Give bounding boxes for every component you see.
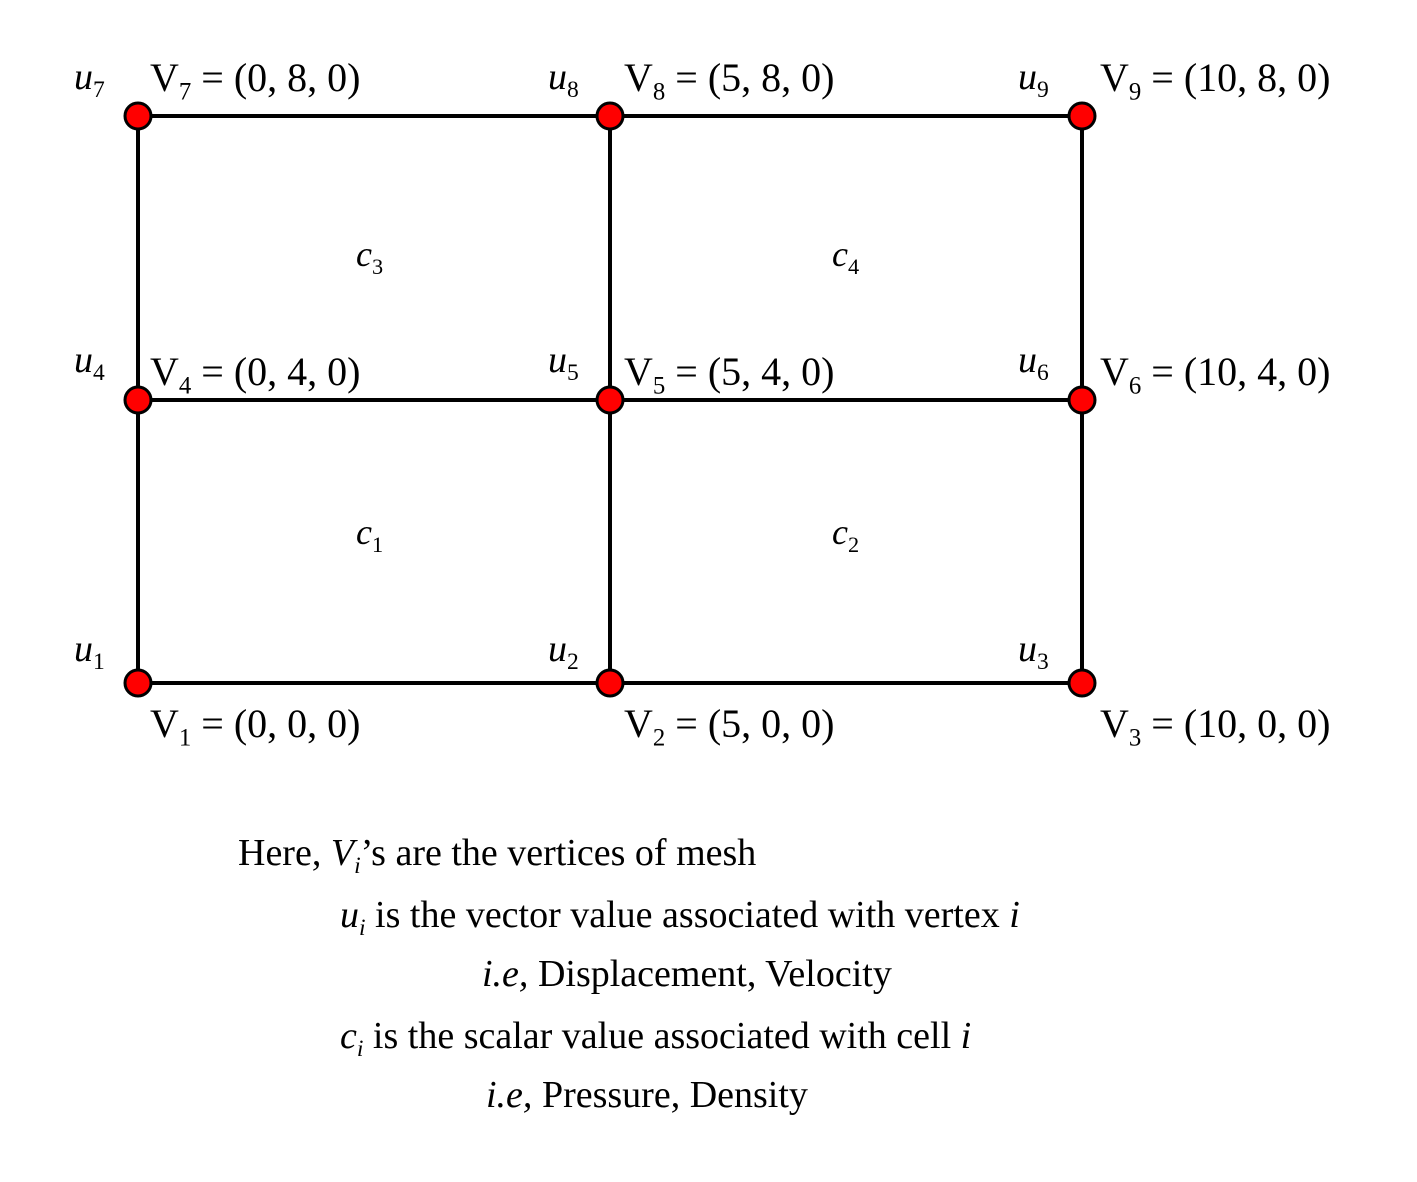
vertex-label-5: $V_5 = (5$, 4, 0) [624, 349, 835, 400]
caption-line-5: i.e, Pressure, Density [486, 1074, 808, 1116]
vertex-dot-7 [125, 103, 151, 129]
vertex-dot-1 [125, 670, 151, 696]
cell-label-2: $c_2$ [832, 512, 860, 557]
vertex-dot-5 [597, 387, 623, 413]
vertex-dot-3 [1069, 670, 1095, 696]
u-label-5: $u_5$ [548, 339, 579, 387]
caption-line-1: Here, $V_i’s$ are the vertices of mesh [238, 832, 757, 880]
cell-label-3: $c_3$ [356, 234, 384, 279]
vertex-label-4: $V_4 = (0$, 4, 0) [150, 349, 361, 400]
u-label-9: $u_9$ [1018, 56, 1049, 104]
vertex-label-6: $V_6 = (10$, 4, 0) [1100, 349, 1331, 400]
caption-line-2: $u_i$ is the vector value associated with vertex i [340, 894, 1020, 942]
vertex-label-1: $V_1 = (0$, 0, 0) [150, 701, 361, 752]
u-label-7: $u_7$ [74, 56, 105, 104]
u-label-6: $u_6$ [1018, 339, 1049, 387]
u-label-2: $u_2$ [548, 628, 579, 676]
u-label-4: $u_4$ [74, 339, 105, 387]
cell-label-1: $c_1$ [356, 512, 384, 557]
u-label-1: $u_1$ [74, 628, 105, 676]
vertex-dot-6 [1069, 387, 1095, 413]
vertex-dot-4 [125, 387, 151, 413]
cell-label-4: $c_4$ [832, 234, 860, 279]
vertex-label-2: $V_2 = (5$, 0, 0) [624, 701, 835, 752]
vertex-label-9: $V_9 = (10$, 8, 0) [1100, 55, 1331, 106]
caption-line-4: $c_i$ is the scalar value associated with cell i [340, 1015, 972, 1063]
vertex-label-3: $V_3 = (10$, 0, 0) [1100, 701, 1331, 752]
vertex-dot-9 [1069, 103, 1095, 129]
caption-line-3: i.e, Displacement, Velocity [482, 953, 892, 995]
vertex-dot-8 [597, 103, 623, 129]
u-label-3: $u_3$ [1018, 628, 1049, 676]
vertex-label-8: $V_8 = (5$, 8, 0) [624, 55, 835, 106]
vertex-label-7: $V_7 = (0$, 8, 0) [150, 55, 361, 106]
vertex-dot-2 [597, 670, 623, 696]
u-label-8: $u_8$ [548, 56, 579, 104]
